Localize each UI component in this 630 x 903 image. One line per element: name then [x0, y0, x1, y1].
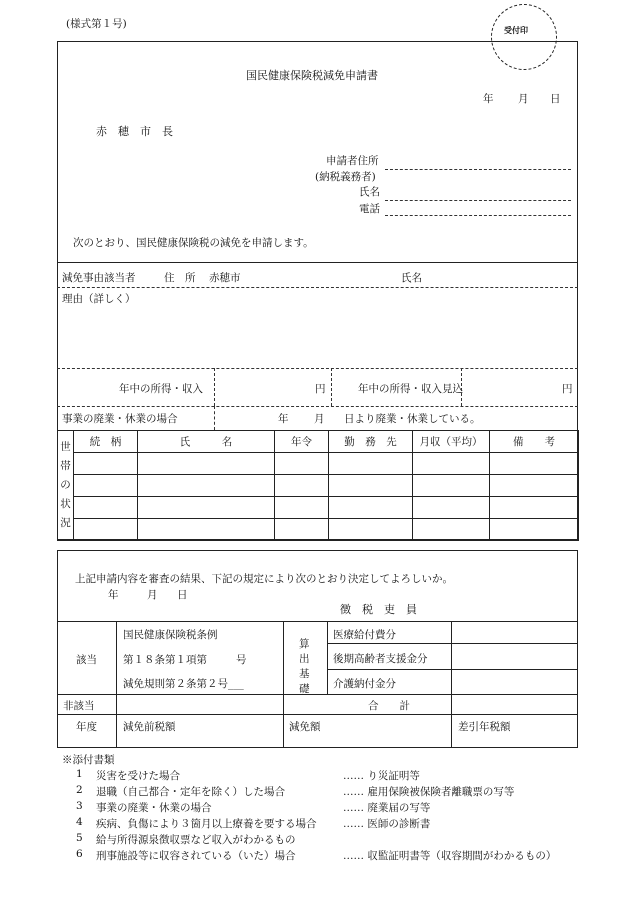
cell-workplace[interactable] [329, 453, 413, 475]
cell-workplace[interactable] [329, 497, 413, 519]
divider [57, 694, 578, 695]
divider [214, 368, 215, 406]
side-char: 世 [60, 441, 71, 453]
attachment-case: 事業の廃業・休業の場合 [96, 802, 212, 814]
attachments-title: ※添付書類 [62, 754, 115, 766]
header-remarks: 備 考 [490, 431, 579, 453]
header-relation: 続 柄 [74, 431, 138, 453]
cell-income[interactable] [413, 453, 490, 475]
cell-age[interactable] [275, 453, 329, 475]
applicant-phone-line[interactable] [385, 215, 571, 216]
header-monthly-income: 月収（平均） [413, 431, 490, 453]
basis-char: 算 [299, 638, 310, 650]
attachment-no: 2 [76, 784, 83, 796]
cell-name[interactable] [138, 453, 275, 475]
divider [327, 621, 328, 694]
income-in-year-label: 年中の所得・収入 [119, 383, 203, 395]
applicant-taxpayer-label: (納税義務者) [315, 171, 376, 183]
basis-char: 礎 [299, 683, 310, 695]
attachment-case: 給与所得源泉徴収票など収入がわかるもの [96, 834, 296, 846]
divider [214, 406, 215, 430]
divider [451, 621, 452, 748]
cell-remarks[interactable] [490, 497, 579, 519]
clause-label: 第１８条第１項第 [123, 654, 207, 666]
header-age: 年令 [275, 431, 329, 453]
cell-name[interactable] [138, 497, 275, 519]
income-yen-2: 円 [562, 383, 573, 395]
table-row [58, 475, 579, 497]
date-day: 日 [550, 93, 561, 105]
divider [116, 621, 117, 748]
reduction-amount-label: 減免額 [289, 721, 321, 733]
attachment-case: 疾病、負傷により３箇月以上療養を要する場合 [96, 818, 317, 830]
closure-month: 月 [314, 413, 325, 425]
table-row [58, 453, 579, 475]
attachment-doc: …… 廃業届の写等 [343, 802, 431, 814]
date-month: 月 [518, 93, 529, 105]
cell-age[interactable] [275, 497, 329, 519]
decision-day: 日 [177, 589, 188, 601]
cell-name[interactable] [138, 519, 275, 541]
form-title: 国民健康保険税減免申請書 [246, 69, 378, 82]
cell-name[interactable] [138, 475, 275, 497]
attachment-doc: …… 収監証明書等（収容期間がわかるもの） [343, 850, 557, 862]
basis-char: 出 [299, 653, 310, 665]
cell-remarks[interactable] [490, 475, 579, 497]
basis-item-medical: 医療給付費分 [333, 629, 396, 641]
not-applicable-label: 非該当 [63, 700, 95, 712]
cell-income[interactable] [413, 519, 490, 541]
cell-age[interactable] [275, 519, 329, 541]
form-number: (様式第１号) [66, 18, 127, 30]
stamp-label: 受付印 [504, 25, 528, 35]
household-side-label [58, 431, 74, 541]
cell-remarks[interactable] [490, 453, 579, 475]
side-char: の [60, 479, 71, 491]
basis-item-nursing: 介護納付金分 [333, 678, 396, 690]
closure-label: 事業の廃業・休業の場合 [62, 413, 178, 425]
attachment-no: 6 [76, 848, 83, 860]
attachment-doc: …… 雇用保険被保険者離職票の写等 [343, 786, 515, 798]
divider [57, 621, 578, 622]
applicant-phone-label: 電話 [359, 203, 380, 215]
closure-year: 年 [278, 413, 289, 425]
basis-char: 基 [299, 668, 310, 680]
header-name: 氏 名 [138, 431, 275, 453]
applicable-label: 該当 [76, 654, 97, 666]
cell-income[interactable] [413, 475, 490, 497]
divider [57, 368, 578, 369]
cell-workplace[interactable] [329, 475, 413, 497]
rule-label: 減免規則第２条第２号___ [123, 678, 244, 690]
decision-text: 上記申請内容を審査の結果、下記の規定により次のとおり決定してよろしいか。 [75, 573, 453, 585]
clause-number-label: 号 [236, 654, 247, 666]
header-workplace: 勤 務 先 [329, 431, 413, 453]
cell-remarks[interactable] [490, 519, 579, 541]
divider [331, 368, 332, 406]
table-row [58, 497, 579, 519]
cell-workplace[interactable] [329, 519, 413, 541]
applicant-name-label: 氏名 [359, 186, 380, 198]
request-text: 次のとおり、国民健康保険税の減免を申請します。 [73, 237, 314, 249]
attachment-doc: …… 医師の診断書 [343, 818, 431, 830]
income-expected-label: 年中の所得・収入見込 [358, 383, 463, 395]
closure-text: 日より廃業・休業している。 [344, 413, 481, 425]
cell-relation[interactable] [74, 453, 138, 475]
attachment-no: 5 [76, 832, 83, 844]
household-table [57, 430, 579, 541]
reason-label: 理由（詳しく） [62, 293, 136, 305]
after-reduction-label: 差引年税額 [458, 721, 511, 733]
divider [57, 406, 578, 407]
divider [283, 621, 284, 748]
divider [327, 643, 578, 644]
total-label: 合 計 [368, 700, 410, 712]
attachment-no: 3 [76, 800, 83, 812]
applicant-name-line[interactable] [385, 200, 571, 201]
attachment-no: 1 [76, 768, 83, 780]
fiscal-year-label: 年度 [76, 721, 97, 733]
cell-relation[interactable] [74, 497, 138, 519]
attachment-case: 刑事施設等に収容されている（いた）場合 [96, 850, 296, 862]
income-yen-1: 円 [315, 383, 326, 395]
addressee: 赤 穂 市 長 [96, 125, 173, 138]
attachment-no: 4 [76, 816, 83, 828]
divider [327, 669, 578, 670]
table-row [58, 519, 579, 541]
tax-official: 徴 税 吏 員 [340, 603, 417, 616]
cell-relation[interactable] [74, 475, 138, 497]
before-reduction-label: 減免前税額 [123, 721, 176, 733]
cell-relation[interactable] [74, 519, 138, 541]
eligible-address-label: 住 所 [164, 272, 196, 284]
side-char: 況 [60, 517, 71, 529]
divider [57, 287, 578, 288]
cell-age[interactable] [275, 475, 329, 497]
eligible-name-label: 氏名 [401, 272, 422, 284]
divider [57, 262, 578, 263]
divider [461, 368, 462, 406]
decision-month: 月 [147, 589, 158, 601]
applicant-address-line[interactable] [385, 169, 571, 170]
eligible-address-value: 赤穂市 [209, 272, 241, 284]
divider [57, 714, 578, 715]
household-header-row [58, 431, 579, 453]
attachment-case: 退職（自己都合・定年を除く）した場合 [96, 786, 285, 798]
eligible-label: 減免事由該当者 [62, 272, 136, 284]
decision-year: 年 [108, 589, 119, 601]
basis-item-elderly: 後期高齢者支援金分 [333, 653, 428, 665]
attachment-case: 災害を受けた場合 [96, 770, 180, 782]
attachment-doc: …… り災証明等 [343, 770, 420, 782]
side-char: 状 [60, 498, 71, 510]
cell-income[interactable] [413, 497, 490, 519]
ordinance-label: 国民健康保険税条例 [123, 629, 218, 641]
side-char: 帯 [60, 460, 71, 472]
date-year: 年 [483, 93, 494, 105]
applicant-address-label: 申請者住所 [326, 155, 379, 167]
